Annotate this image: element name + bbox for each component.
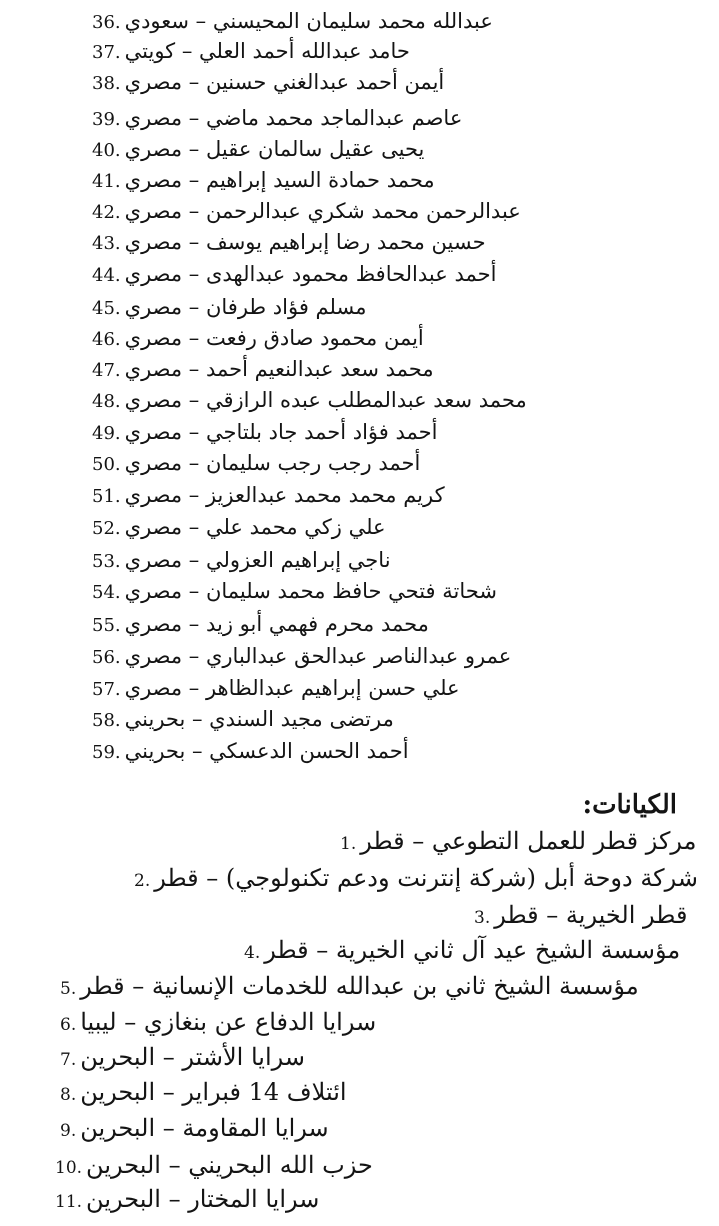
item-number: 52.	[92, 518, 121, 539]
item-number: 54.	[92, 582, 121, 603]
item-number: 44.	[92, 265, 121, 286]
item-text: أحمد رجب رجب سليمان – مصري	[124, 451, 421, 475]
list-item	[92, 641, 511, 671]
item-text: أيمن محمود صادق رفعت – مصري	[124, 326, 424, 350]
list-item	[92, 67, 444, 97]
list-item	[134, 861, 698, 895]
item-text: كريم محمد محمد عبدالعزيز – مصري	[124, 483, 445, 507]
item-number: 50.	[92, 454, 121, 475]
list-item	[55, 1182, 319, 1216]
item-number: 46.	[92, 329, 121, 350]
list-item	[92, 736, 409, 766]
list-item	[60, 1111, 329, 1145]
item-number: 59.	[92, 742, 121, 763]
list-item	[92, 36, 410, 66]
item-number: 1.	[340, 834, 357, 854]
list-item	[92, 103, 462, 133]
list-item	[92, 704, 394, 734]
list-item	[92, 609, 429, 639]
item-number: 56.	[92, 647, 121, 668]
item-text: مركز قطر للعمل التطوعي – قطر	[360, 827, 697, 855]
list-item	[474, 898, 687, 932]
list-item	[92, 134, 424, 164]
list-item	[92, 323, 424, 353]
list-item	[55, 1148, 373, 1182]
item-number: 7.	[60, 1050, 77, 1070]
item-text: يحيى عقيل سالمان عقيل – مصري	[124, 137, 425, 161]
item-number: 55.	[92, 615, 121, 636]
list-item	[60, 969, 639, 1003]
list-item	[92, 576, 497, 606]
list-item	[92, 417, 437, 447]
list-item	[92, 196, 521, 226]
item-text: عاصم عبدالماجد محمد ماضي – مصري	[124, 106, 463, 130]
list-item	[92, 448, 420, 478]
list-item	[340, 824, 696, 858]
item-text: محمد سعد عبدالنعيم أحمد – مصري	[124, 357, 434, 381]
item-text: عبدالله محمد سليمان المحيسني – سعودي	[124, 9, 493, 33]
list-item	[92, 385, 527, 415]
item-number: 42.	[92, 202, 121, 223]
item-text: حامد عبدالله أحمد العلي – كويتي	[124, 39, 410, 63]
item-number: 4.	[244, 943, 261, 963]
list-item	[92, 6, 493, 36]
list-item	[92, 545, 391, 575]
item-text: مسلم فؤاد طرفان – مصري	[124, 295, 367, 319]
item-number: 45.	[92, 298, 121, 319]
list-item	[92, 480, 445, 510]
list-item	[92, 354, 434, 384]
item-number: 9.	[60, 1121, 77, 1141]
item-number: 43.	[92, 233, 121, 254]
item-text: سرايا الدفاع عن بنغازي – ليبيا	[80, 1008, 377, 1036]
item-text: شحاتة فتحي حافظ محمد سليمان – مصري	[124, 579, 497, 603]
item-text: سرايا الأشتر – البحرين	[80, 1043, 305, 1071]
list-item	[60, 1005, 376, 1039]
item-number: 49.	[92, 423, 121, 444]
list-item	[60, 1075, 347, 1109]
item-number: 37.	[92, 42, 121, 63]
item-number: 53.	[92, 551, 121, 572]
item-text: مرتضى مجيد السندي – بحريني	[124, 707, 394, 731]
item-text: مؤسسة الشيخ ثاني بن عبدالله للخدمات الإنسانية – قطر	[80, 972, 639, 1000]
item-number: 6.	[60, 1015, 77, 1035]
item-text: محمد سعد عبدالمطلب عبده الرازقي – مصري	[124, 388, 527, 412]
item-text: أحمد فؤاد أحمد جاد بلتاجي – مصري	[124, 420, 438, 444]
item-text: علي زكي محمد علي – مصري	[124, 515, 386, 539]
list-item	[92, 227, 486, 257]
item-text: ناجي إبراهيم العزولي – مصري	[124, 548, 391, 572]
item-text: حزب الله البحريني – البحرين	[86, 1151, 373, 1179]
item-text: علي حسن إبراهيم عبدالظاهر – مصري	[124, 676, 460, 700]
item-text: مؤسسة الشيخ عيد آل ثاني الخيرية – قطر	[264, 936, 681, 964]
item-text: قطر الخيرية – قطر	[494, 901, 688, 929]
item-text: أحمد الحسن الدعسكي – بحريني	[124, 739, 409, 763]
list-item	[92, 165, 435, 195]
item-text: سرايا المقاومة – البحرين	[80, 1114, 329, 1142]
item-text: سرايا المختار – البحرين	[86, 1185, 320, 1213]
item-text: عمرو عبدالناصر عبدالحق عبدالباري – مصري	[124, 644, 512, 668]
item-number: 3.	[474, 908, 491, 928]
item-number: 11.	[55, 1192, 83, 1212]
item-text: محمد محرم فهمي أبو زيد – مصري	[124, 612, 429, 636]
item-number: 48.	[92, 391, 121, 412]
list-item	[92, 292, 366, 322]
item-text: شركة دوحة أبل (شركة إنترنت ودعم تكنولوجي) – قطر	[154, 864, 698, 892]
item-text: أيمن أحمد عبدالغني حسنين – مصري	[124, 70, 445, 94]
list-item	[92, 259, 496, 289]
item-number: 8.	[60, 1085, 77, 1105]
item-number: 57.	[92, 679, 121, 700]
item-number: 38.	[92, 73, 121, 94]
list-item	[92, 673, 460, 703]
item-number: 40.	[92, 140, 121, 161]
item-text: حسين محمد رضا إبراهيم يوسف – مصري	[124, 230, 486, 254]
item-number: 41.	[92, 171, 121, 192]
entities-heading: الكيانات:	[582, 790, 677, 820]
item-number: 58.	[92, 710, 121, 731]
item-number: 47.	[92, 360, 121, 381]
item-text: محمد حمادة السيد إبراهيم – مصري	[124, 168, 435, 192]
item-text: ائتلاف 14 فبراير – البحرين	[80, 1078, 347, 1106]
item-number: 2.	[134, 871, 151, 891]
list-item	[60, 1040, 305, 1074]
item-number: 36.	[92, 12, 121, 33]
item-text: أحمد عبدالحافظ محمود عبدالهدى – مصري	[124, 262, 497, 286]
list-item	[92, 512, 386, 542]
item-number: 51.	[92, 486, 121, 507]
item-number: 10.	[55, 1158, 83, 1178]
item-number: 5.	[60, 979, 77, 999]
list-item	[244, 933, 680, 967]
item-text: عبدالرحمن محمد شكري عبدالرحمن – مصري	[124, 199, 521, 223]
item-number: 39.	[92, 109, 121, 130]
